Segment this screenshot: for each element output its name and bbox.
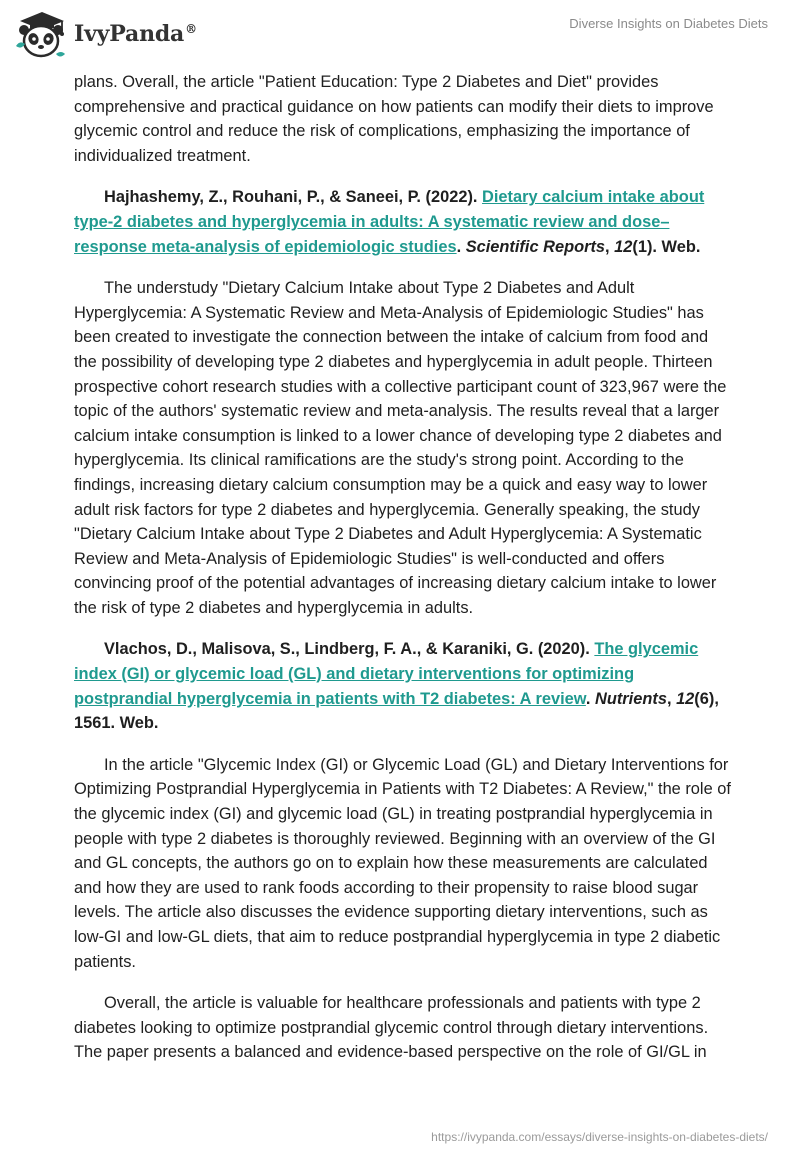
reference-journal: Nutrients <box>595 689 667 708</box>
page-header <box>0 0 800 64</box>
essay-content <box>74 70 734 1065</box>
reference-hajhashemy: Hajhashemy, Z., Rouhani, P., & Saneei, P. (2022). Dietary calcium intake about type-2 diabetes and hyperglycemia in adults: A systematic review and dose–response meta-analysis of epidemiologic studies. Scientific Reports, 12(1). Web. <box>74 188 705 256</box>
document-title: Diverse Insights on Diabetes Diets <box>569 16 768 31</box>
reference-vlachos: Vlachos, D., Malisova, S., Lindberg, F. A., & Karaniki, G. (2020). The glycemic index (GI) or glycemic load (GL) and dietary interventions for optimizing postprandial hyperglycemia in patients with T2 diabetes: A review. Nutrients, 12(6), 1561. Web. <box>74 640 719 733</box>
reference-journal: Scientific Reports <box>465 237 606 256</box>
reference-title-link[interactable]: Dietary calcium intake about type-2 diabetes and hyperglycemia in adults: A systematic review and dose–response meta-analysis of epidemiologic studies <box>74 188 705 256</box>
panda-graduate-icon <box>12 6 68 62</box>
brand-name: IvyPanda® <box>74 21 197 47</box>
reference-volume: 12 <box>614 237 633 256</box>
reference-authors: Vlachos, D., Malisova, S., Lindberg, F. A., & Karaniki, G. (2020). <box>104 640 595 659</box>
paragraph-overall-value: Overall, the article is valuable for healthcare professionals and patients with type 2 diabetes looking to optimize postprandial glycemic control through dietary interventions. The paper presents a balanced and evidence-based perspective on the role of GI/GL in <box>74 994 709 1062</box>
footer-url[interactable]: https://ivypanda.com/essays/diverse-insights-on-diabetes-diets/ <box>431 1130 768 1144</box>
reference-volume: 12 <box>676 689 695 708</box>
paragraph-continuation: plans. Overall, the article "Patient Education: Type 2 Diabetes and Diet" provides comprehensive and practical guidance on how patients can modify their diets to improve glycemic control and reduce the risk of complications, emphasizing the importance of individualized treatment. <box>74 73 714 165</box>
reference-issue-web: (1). Web. <box>632 237 701 256</box>
ivypanda-logo[interactable] <box>12 6 197 62</box>
paragraph-glycemic-review: In the article "Glycemic Index (GI) or Glycemic Load (GL) and Dietary Interventions for Optimizing Postprandial Hyperglycemia in Patients with T2 Diabetes: A Review," the role of the glycemic index (GI) and glycemic load (GL) in treating postprandial hyperglycemia in people with type 2 diabetes is thoroughly reviewed. Beginning with an overview of the GI and GL concepts, the authors go on to explain how these measurements are calculated and how they are used to rank foods according to their propensity to raise blood sugar levels. The article also discusses the evidence supporting dietary interventions, such as low-GI and low-GL diets, that aim to reduce postprandial hyperglycemia in type 2 diabetic patients. <box>74 755 731 971</box>
reference-authors: Hajhashemy, Z., Rouhani, P., & Saneei, P. (2022). <box>104 188 483 207</box>
paragraph-calcium-study: The understudy "Dietary Calcium Intake about Type 2 Diabetes and Adult Hyperglycemia: A Systematic Review and Meta-Analysis of Epidemiologic Studies" has been created to investigate the connection between the intake of calcium from food and the possibility of developing type 2 diabetes and hyperglycemia in adult people. Thirteen prospective cohort research studies with a collective participant count of 323,967 were the topic of the authors' systematic review and meta-analysis. The results reveal that a larger calcium intake consumption is linked to a lower chance of developing type 2 diabetes and hyperglycemia. Its clinical ramifications are the study's strong point. According to the findings, increasing dietary calcium consumption may be a quick and easy way to lower adult risk factors for type 2 diabetes and hyperglycemia. Generally speaking, the study "Dietary Calcium Intake about Type 2 Diabetes and Adult Hyperglycemia: A Systematic Review and Meta-Analysis of Epidemiologic Studies" is well-conducted and offers convincing proof of the potential advantages of increasing dietary calcium intake to lower the risk of type 2 diabetes and hyperglycemia in adults. <box>74 279 727 617</box>
reference-issue-web: (6), 1561. Web. <box>74 689 719 733</box>
reference-title-link[interactable]: The glycemic index (GI) or glycemic load (GL) and dietary interventions for optimizing postprandial hyperglycemia in patients with T2 diabetes: A review <box>74 640 699 708</box>
